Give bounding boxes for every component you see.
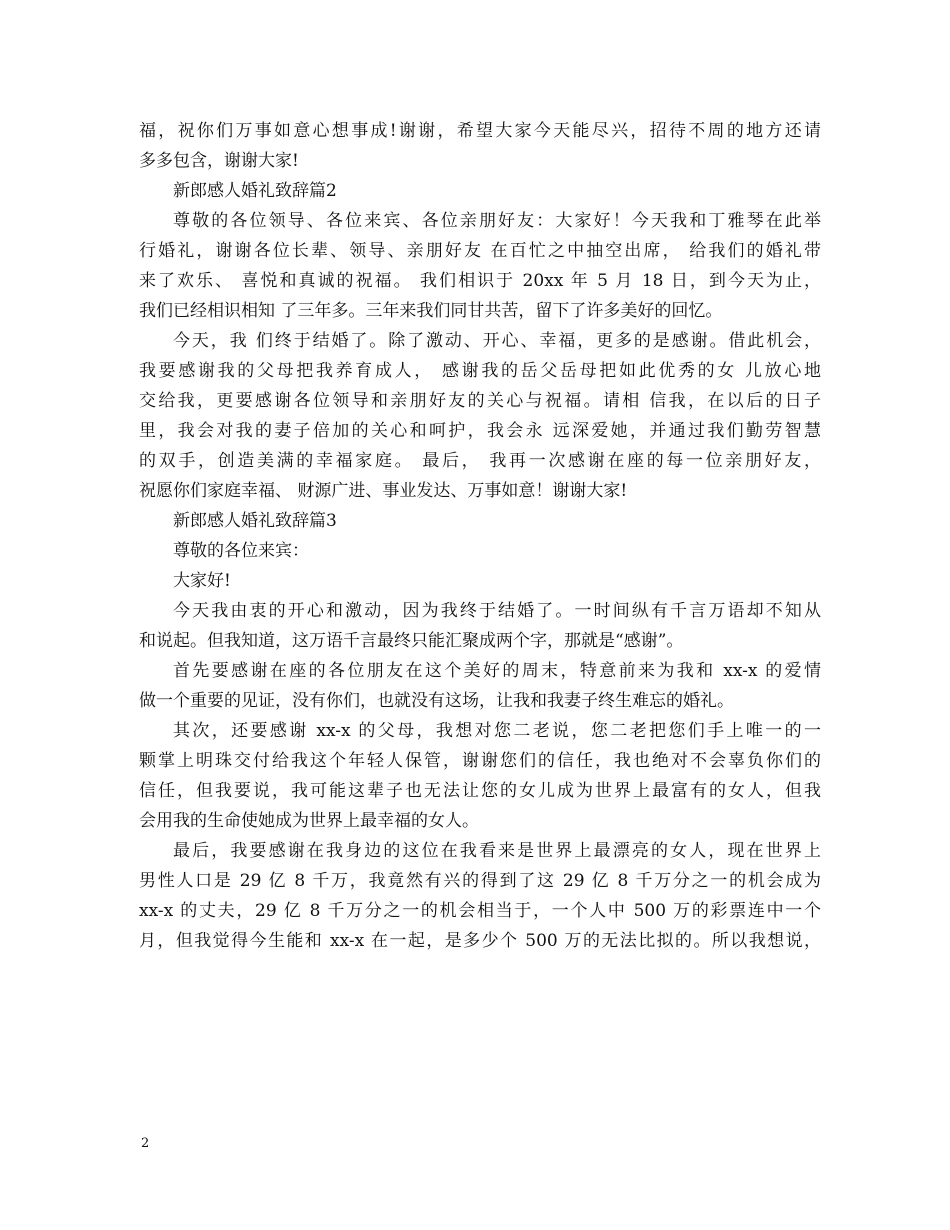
text-line: 尊敬的各位领导、各位来宾、各位亲朋好友：大家好！今天我和丁雅琴在此举	[173, 211, 821, 231]
text-line: 大家好!	[173, 571, 231, 591]
text-line: xx-x 的丈夫，29 亿 8 千万分之一的机会相当于，一个人中 500 万的彩票连中一个	[139, 901, 821, 921]
text-line: 祝愿你们家庭幸福、 财源广进、事业发达、万事如意！谢谢大家!	[139, 481, 628, 501]
text-line: 今天，我 们终于结婚了。除了激动、开心、幸福，更多的是感谢。借此机会，	[173, 331, 821, 351]
text-line: 会用我的生命使她成为世界上最幸福的女人。	[139, 811, 479, 831]
text-line: 其次，还要感谢 xx-x 的父母，我想对您二老说，您二老把您们手上唯一的一	[173, 721, 821, 741]
text-line: 福，祝你们万事如意心想事成!谢谢，希望大家今天能尽兴，招待不周的地方还请	[139, 121, 821, 141]
text-line: 首先要感谢在座的各位朋友在这个美好的周末，特意前来为我和 xx-x 的爱情	[173, 661, 821, 681]
text-line: 男性人口是 29 亿 8 千万，我竟然有兴的得到了这 29 亿 8 千万分之一的机会成为	[139, 871, 821, 891]
text-line: 颗掌上明珠交付给我这个年轻人保管，谢谢您们的信任，我也绝对不会辜负你们的	[139, 751, 821, 771]
text-line: 最后，我要感谢在我身边的这位在我看来是世界上最漂亮的女人，现在世界上	[173, 841, 821, 861]
text-line: 我要感谢我的父母把我养育成人， 感谢我的岳父岳母把如此优秀的女 儿放心地	[139, 361, 821, 381]
text-line: 的双手，创造美满的幸福家庭。 最后， 我再一次感谢在座的每一位亲朋好友，	[139, 451, 821, 471]
text-line: 月，但我觉得今生能和 xx-x 在一起，是多少个 500 万的无法比拟的。所以我想说，	[139, 931, 821, 951]
text-line: 今天我由衷的开心和激动，因为我终于结婚了。一时间纵有千言万语却不知从	[173, 601, 821, 621]
text-line: 信任，但我要说，我可能这辈子也无法让您的女儿成为世界上最富有的女人，但我	[139, 781, 821, 801]
text-line: 做一个重要的见证，没有你们，也就没有这场，让我和我妻子终生难忘的婚礼。	[139, 691, 734, 711]
text-line: 尊敬的各位来宾：	[173, 541, 309, 561]
text-line: 行婚礼，谢谢各位长辈、领导、亲朋好友 在百忙之中抽空出席， 给我们的婚礼带	[139, 241, 821, 261]
text-line: 里，我会对我的妻子倍加的关心和呵护，我会永 远深爱她，并通过我们勤劳智慧	[139, 421, 821, 441]
document-body	[139, 116, 821, 956]
text-line: 新郎感人婚礼致辞篇3	[173, 511, 337, 531]
text-line: 新郎感人婚礼致辞篇2	[173, 181, 337, 201]
page-number: 2	[141, 1136, 150, 1151]
text-line: 和说起。但我知道，这万语千言最终只能汇聚成两个字，那就是“感谢”。	[139, 631, 684, 651]
text-line: 多多包含，谢谢大家!	[139, 151, 299, 171]
text-line: 来了欢乐、 喜悦和真诚的祝福。 我们相识于 20xx 年 5 月 18 日，到今天为止，	[139, 271, 821, 291]
text-line: 我们已经相识相知 了三年多。三年来我们同甘共苦，留下了许多美好的回忆。	[139, 301, 723, 321]
text-line: 交给我，更要感谢各位领导和亲朋好友的关心与祝福。请相 信我，在以后的日子	[139, 391, 821, 411]
